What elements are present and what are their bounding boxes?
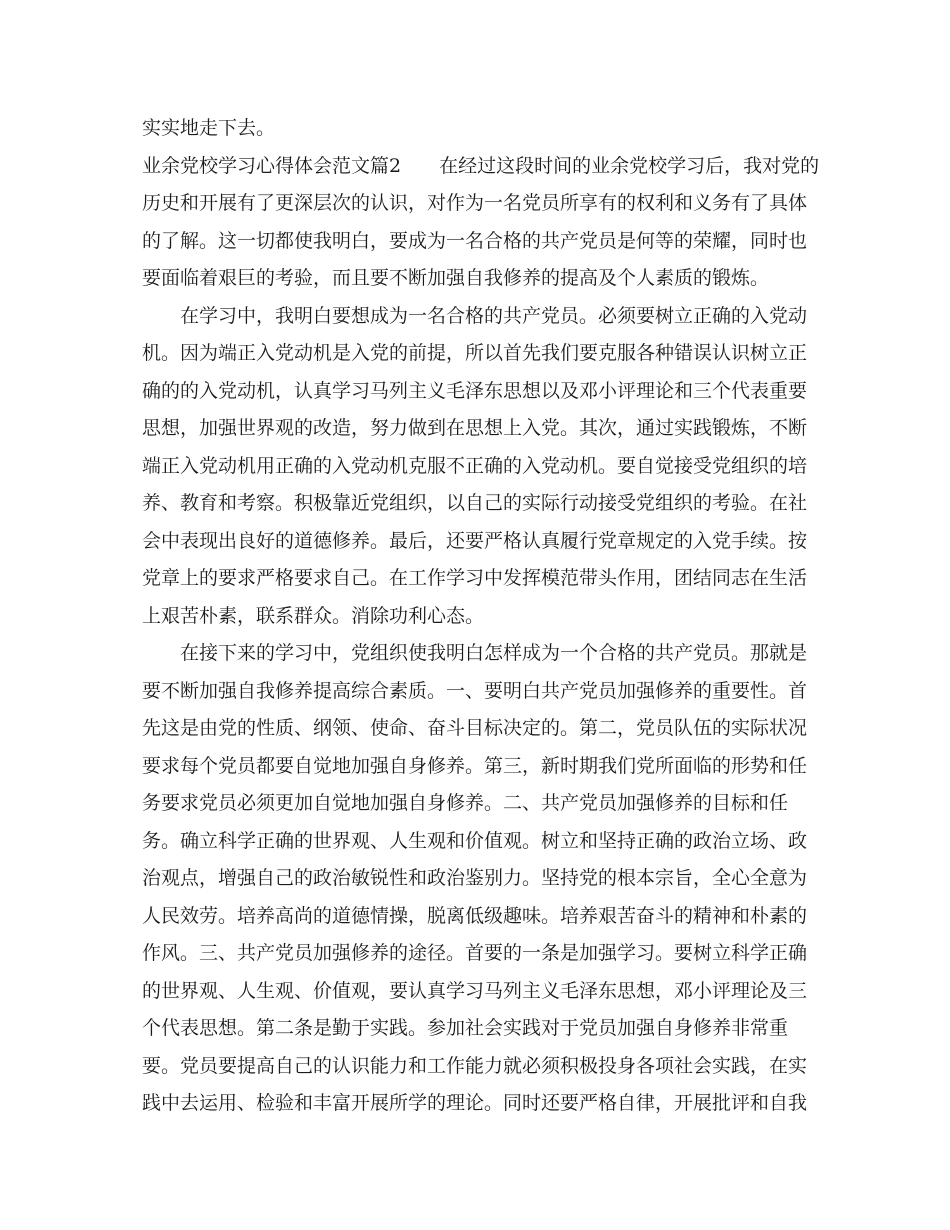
text-line: 的了解。这一切都使我明白，要成为一名合格的共产党员是何等的荣耀，同时也 [142, 230, 808, 252]
text-line: 确的的入党动机，认真学习马列主义毛泽东思想以及邓小评理论和三个代表重要 [142, 380, 808, 402]
text-line: 养、教育和考察。积极靠近党组织，以自己的实际行动接受党组织的考验。在社 [142, 492, 808, 514]
text-line: 作风。三、共产党员加强修养的途径。首要的一条是加强学习。要树立科学正确 [142, 942, 808, 964]
text-line: 会中表现出良好的道德修养。最后，还要严格认真履行党章规定的入党手续。按 [142, 530, 808, 552]
text-line: 治观点，增强自己的政治敏锐性和政治鉴别力。坚持党的根本宗旨，全心全意为 [142, 867, 808, 889]
text-line: 践中去运用、检验和丰富开展所学的理论。同时还要严格自律，开展批评和自我 [142, 1092, 808, 1114]
text-line: 先这是由党的性质、纲领、使命、奋斗目标决定的。第二，党员队伍的实际状况 [142, 717, 808, 739]
text-line: 务。确立科学正确的世界观、人生观和价值观。树立和坚持正确的政治立场、政 [142, 830, 808, 852]
text-line: 上艰苦朴素，联系群众。消除功利心态。 [142, 605, 485, 627]
text-line: 历史和开展有了更深层次的认识，对作为一名党员所享有的权利和义务有了具体 [142, 192, 808, 214]
text-line: 要。党员要提高自己的认识能力和工作能力就必须积极投身各项社会实践，在实 [142, 1055, 808, 1077]
text-line: 务要求党员必须更加自觉地加强自身修养。二、共产党员加强修养的目标和任 [142, 792, 789, 814]
text-line: 在学习中，我明白要想成为一名合格的共产党员。必须要树立正确的入党动 [180, 305, 808, 327]
text-line: 机。因为端正入党动机是入党的前提，所以首先我们要克服各种错误认识树立正 [142, 342, 808, 364]
text-line: 个代表思想。第二条是勤于实践。参加社会实践对于党员加强自身修养非常重 [142, 1017, 789, 1039]
text-line: 要不断加强自我修养提高综合素质。一、要明白共产党员加强修养的重要性。首 [142, 680, 808, 702]
text-line: 业余党校学习心得体会范文篇2 在经过这段时间的业余党校学习后，我对党的 [142, 155, 820, 177]
text-line: 端正入党动机用正确的入党动机克服不正确的入党动机。要自觉接受党组织的培 [142, 455, 808, 477]
text-line: 要求每个党员都要自觉地加强自身修养。第三，新时期我们党所面临的形势和任 [142, 755, 808, 777]
text-line: 在接下来的学习中，党组织使我明白怎样成为一个合格的共产党员。那就是 [180, 642, 808, 664]
text-line: 人民效劳。培养高尚的道德情操，脱离低级趣味。培养艰苦奋斗的精神和朴素的 [142, 905, 808, 927]
text-line: 思想，加强世界观的改造，努力做到在思想上入党。其次，通过实践锻炼，不断 [142, 417, 808, 439]
text-line: 实实地走下去。 [142, 117, 276, 139]
text-line: 党章上的要求严格要求自己。在工作学习中发挥模范带头作用，团结同志在生活 [142, 567, 808, 589]
text-line: 的世界观、人生观、价值观，要认真学习马列主义毛泽东思想，邓小评理论及三 [142, 980, 808, 1002]
text-line: 要面临着艰巨的考验，而且要不断加强自我修养的提高及个人素质的锻炼。 [142, 267, 770, 289]
